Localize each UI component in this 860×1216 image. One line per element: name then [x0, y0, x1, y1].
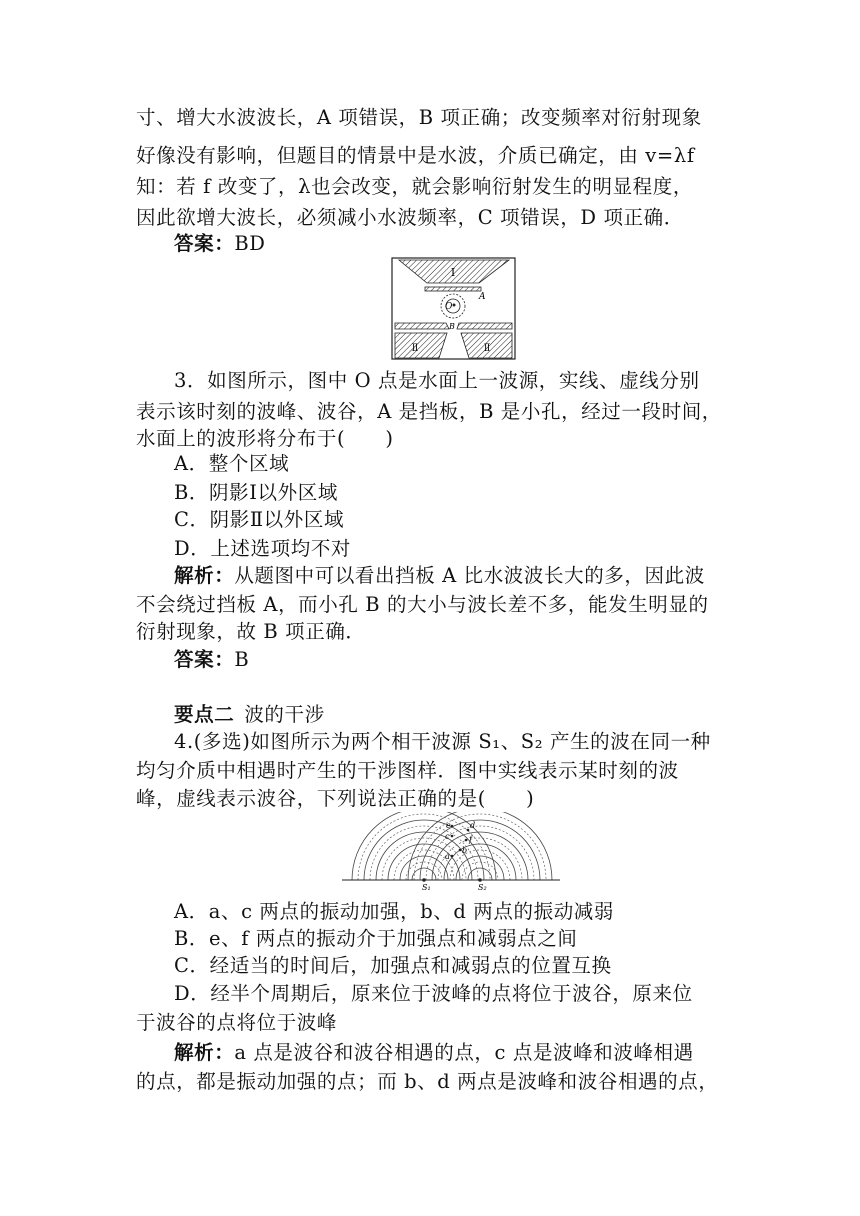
- analysis-line: 衍射现象，故 B 项正确．: [136, 620, 366, 643]
- label-A: A: [479, 292, 486, 302]
- point-b: [459, 849, 462, 852]
- question-stem: 均匀介质中相遇时产生的干涉图样．图中实线表示某时刻的波: [136, 759, 679, 782]
- question-stem: 水面上的波形将分布于( ): [136, 427, 394, 450]
- label-O: O: [445, 302, 453, 312]
- text-line: 因此欲增大波长，必须减小水波频率，C 项错误，D 项正确．: [136, 206, 684, 229]
- analysis-line: 不会绕过挡板 A，而小孔 B 的大小与波长差不多，能发生明显的: [136, 593, 709, 616]
- label-S1: S₁: [422, 883, 431, 892]
- option-B: B．阴影Ⅰ以外区域: [174, 481, 338, 504]
- question-stem: 表示该时刻的波峰、波谷，A 是挡板，B 是小孔，经过一段时间，: [136, 400, 722, 423]
- label-b: b: [462, 846, 468, 855]
- label-d: d: [470, 821, 476, 830]
- analysis-text: a 点是波谷和波谷相遇的点，c 点是波峰和波峰相遇: [234, 1041, 694, 1064]
- label-B: B: [449, 322, 455, 331]
- label-II-left: Ⅱ: [411, 343, 419, 354]
- answer-label: 答案：: [174, 232, 235, 255]
- text-line: 知：若 f 改变了，λ也会改变，就会影响衍射发生的明显程度，: [136, 175, 693, 198]
- section-title: 波的干涉: [244, 703, 325, 726]
- option-D: D．上述选项均不对: [174, 537, 352, 560]
- point-e: [451, 825, 454, 828]
- source-O: [453, 304, 456, 307]
- analysis-line: 的点，都是振动加强的点；而 b、d 两点是波峰和波谷相遇的点，: [136, 1070, 719, 1093]
- section-label: 要点二: [174, 703, 235, 726]
- label-I: Ⅰ: [450, 266, 456, 279]
- text-line: 好像没有影响，但题目的情景中是水波，介质已确定，由 v=λf: [136, 144, 695, 167]
- section-header: [174, 700, 734, 730]
- point-d: [467, 829, 470, 832]
- question-stem: 峰，虚线表示波谷，下列说法正确的是( ): [136, 787, 535, 810]
- shaded-region-II-left: [395, 333, 447, 358]
- label-c: c: [445, 832, 450, 841]
- option-B: B．e、f 两点的振动介于加强点和减弱点之间: [174, 927, 578, 950]
- point-f: [465, 839, 468, 842]
- option-C: C．经适当的时间后，加强点和减弱点的位置互换: [174, 954, 612, 977]
- source-S2: [478, 878, 482, 882]
- question-stem: 3．如图所示，图中 O 点是水面上一波源，实线、虚线分别: [174, 369, 700, 392]
- analysis-label: 解析：: [174, 1041, 235, 1064]
- label-II-right: Ⅱ: [483, 343, 491, 354]
- wall-right: [457, 323, 512, 329]
- point-a: [451, 855, 454, 858]
- answer-value: BD: [234, 232, 266, 255]
- answer-line: [174, 229, 734, 259]
- answer-value: B: [234, 648, 250, 671]
- option-D: D．经半个周期后，原来位于波峰的点将位于波谷，原来位: [174, 982, 693, 1005]
- question-stem: 4.(多选)如图所示为两个相干波源 S₁、S₂ 产生的波在同一种: [174, 730, 711, 753]
- label-a: a: [445, 852, 450, 861]
- analysis-line: [174, 1038, 734, 1068]
- analysis-text: 从题图中可以看出挡板 A 比水波波长大的多，因此波: [234, 564, 705, 587]
- barrier-A: [425, 287, 481, 291]
- point-c: [451, 835, 454, 838]
- label-e: e: [446, 821, 451, 830]
- answer-line: [174, 645, 734, 675]
- wall-left: [395, 323, 449, 329]
- option-A: A．a、c 两点的振动加强，b、d 两点的振动减弱: [174, 900, 614, 923]
- barrier-hole-figure: [391, 257, 517, 361]
- source-S1: [422, 878, 426, 882]
- answer-label: 答案：: [174, 648, 235, 671]
- option-C: C．阴影Ⅱ以外区域: [174, 508, 345, 531]
- interference-figure: [342, 812, 560, 894]
- analysis-label: 解析：: [174, 564, 235, 587]
- label-S2: S₂: [478, 883, 487, 892]
- option-D-continued: 于波谷的点将位于波峰: [136, 1011, 338, 1034]
- text-line: 寸、增大水波波长，A 项错误，B 项正确；改变频率对衍射现象: [136, 106, 702, 129]
- label-f: f: [469, 835, 472, 844]
- analysis-line: [174, 561, 734, 591]
- option-A: A．整个区域: [174, 452, 290, 475]
